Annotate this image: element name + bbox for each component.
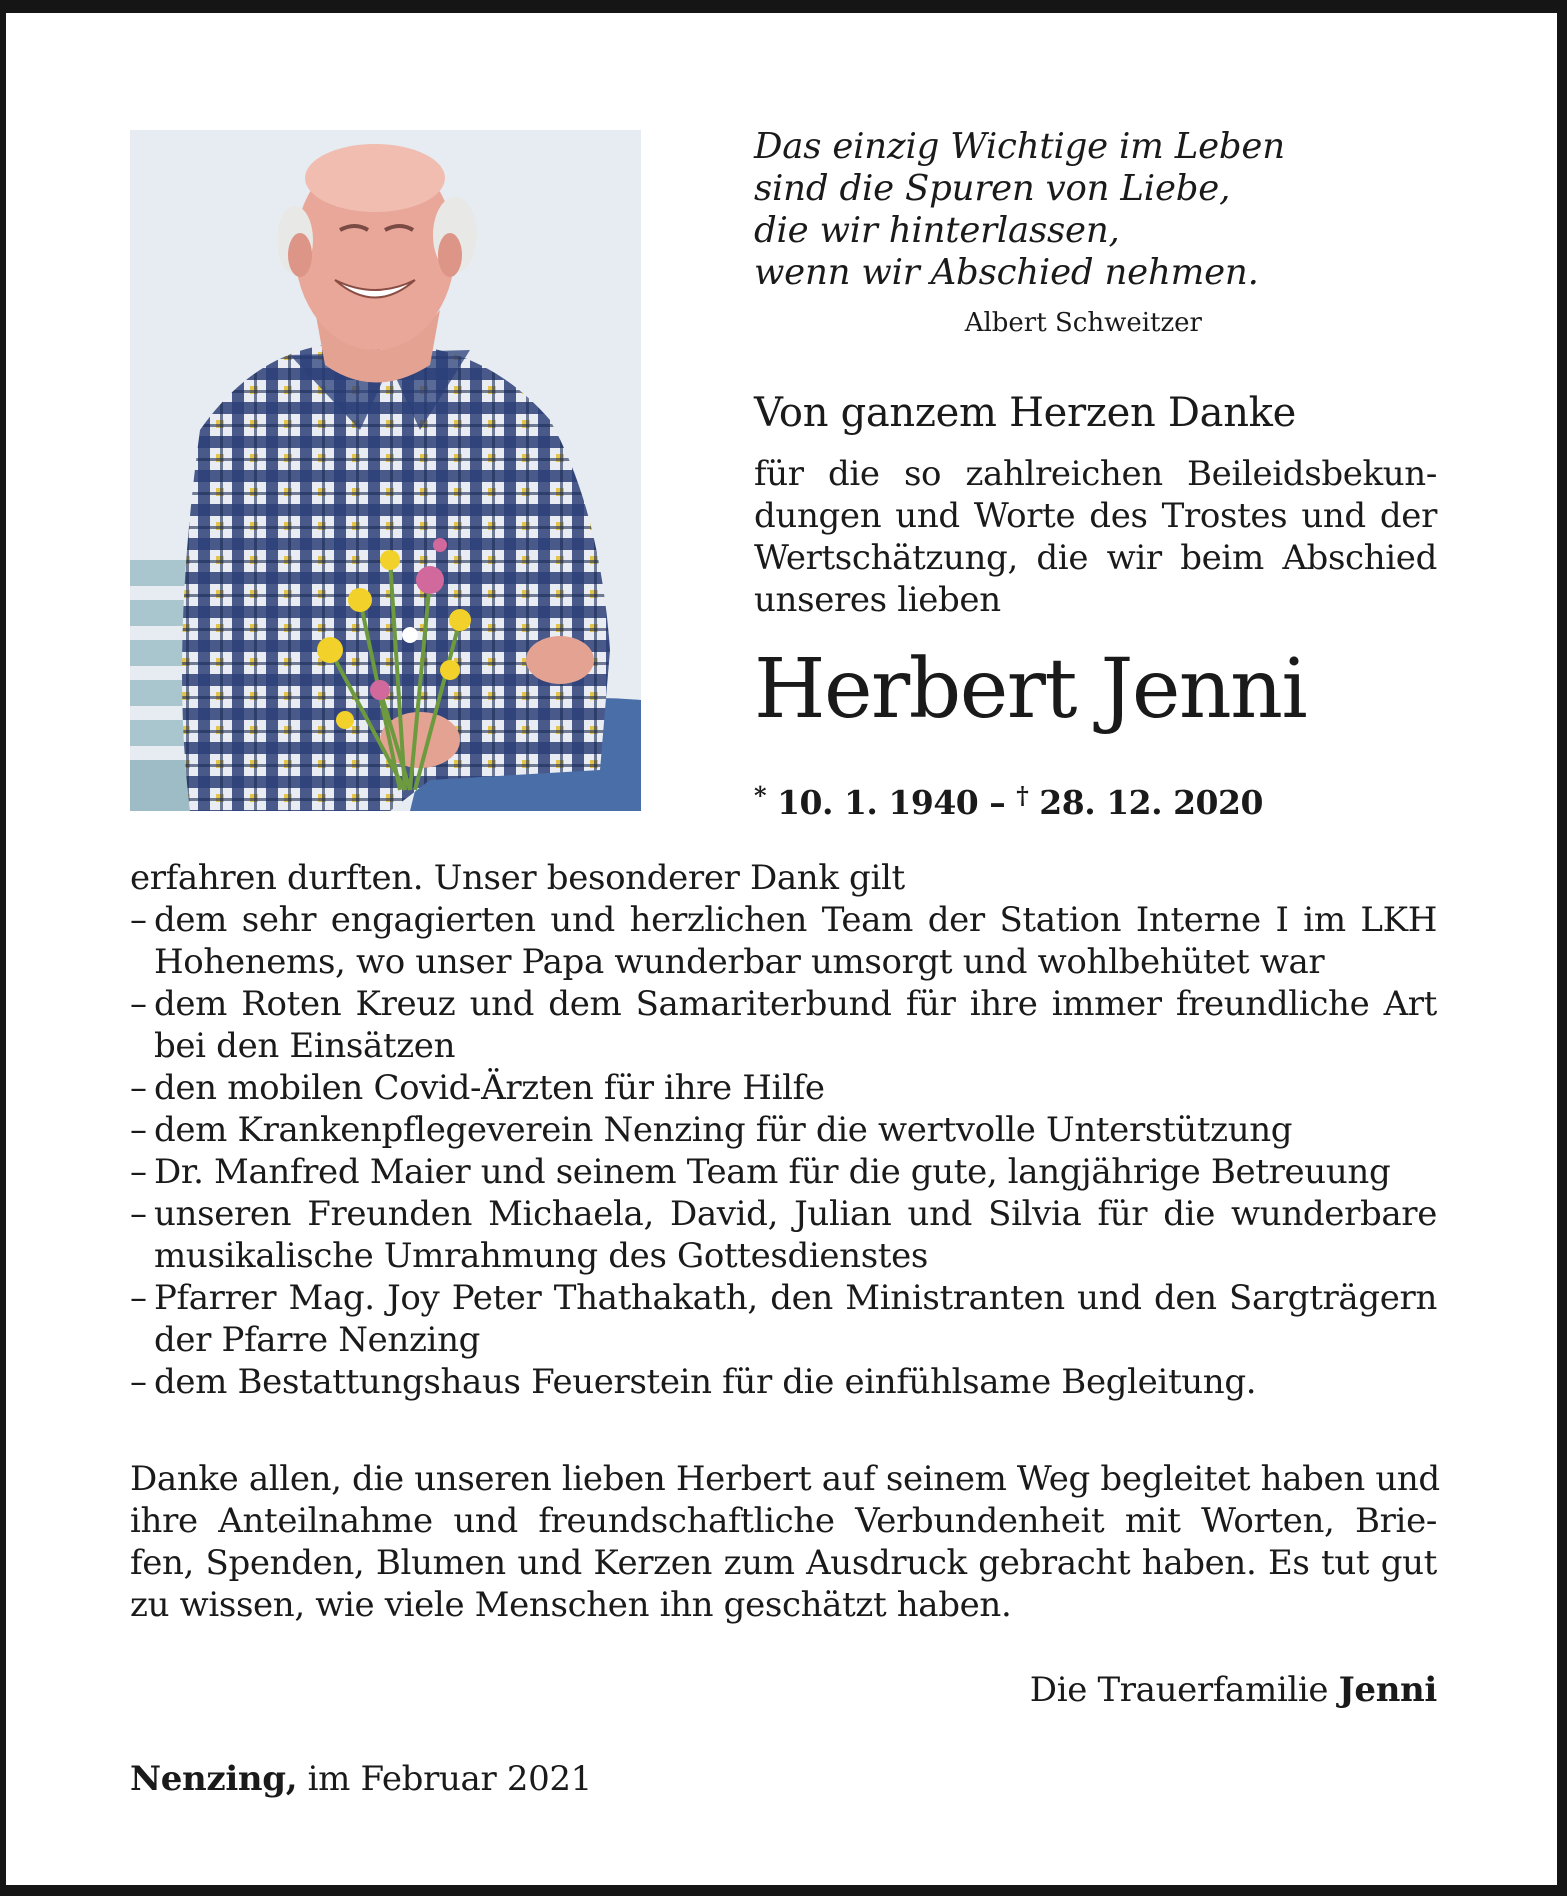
thanks-list-item (130, 1067, 1437, 1109)
list-dash: – (130, 1362, 147, 1402)
death-date: 28. 12. 2020 (1039, 783, 1263, 822)
thanks-list-item (130, 983, 1437, 1067)
thanks-list-item (130, 1151, 1437, 1193)
list-dash: – (130, 1068, 147, 1108)
date-separator: – (978, 783, 1017, 822)
thanks-list-item (130, 899, 1437, 983)
quote-line: sind die Spuren von Liebe, (754, 168, 1231, 209)
portrait-illustration (130, 130, 641, 811)
quote-line: Das einzig Wichtige im Leben (754, 126, 1285, 167)
thanks-list-line: Dr. Manfred Maier und seinem Team für die gute, langjährige Betreuung (154, 1152, 1391, 1192)
thanks-list (130, 899, 1437, 1403)
publication-date: im Februar 2021 (297, 1759, 592, 1799)
birth-symbol: * (754, 781, 767, 810)
thanks-list-line: musikalische Umrahmung des Gottesdienstes (154, 1236, 928, 1276)
place-date (130, 1758, 592, 1800)
thanks-list-line: der Pfarre Nenzing (154, 1320, 481, 1360)
thanks-intro-line: dungen und Worte des Trostes und der (754, 496, 1437, 536)
closing-line: fen, Spenden, Blumen und Kerzen zum Ausdruck gebracht haben. Es tut gut (130, 1543, 1437, 1583)
thanks-list-line: unseren Freunden Michaela, David, Julian und Silvia für die wunderbare (154, 1194, 1437, 1234)
list-dash: – (130, 1110, 147, 1150)
list-dash: – (130, 984, 147, 1024)
thanks-list-line: Hohenems, wo unser Papa wunderbar umsorgt und wohlbehütet war (154, 942, 1325, 982)
list-dash: – (130, 1152, 147, 1192)
list-dash: – (130, 900, 147, 940)
thanks-list-line: dem Roten Kreuz und dem Samariterbund für ihre immer freundliche Art (154, 984, 1437, 1024)
thanks-heading: Von ganzem Herzen Danke (754, 390, 1296, 436)
closing-line: Danke allen, die unseren lieben Herbert auf seinem Weg begleitet haben und (130, 1459, 1440, 1499)
thanks-list-item (130, 1277, 1437, 1361)
thanks-list-line: dem Krankenpflegeverein Nenzing für die wertvolle Unterstützung (154, 1110, 1293, 1150)
thanks-list-line: bei den Einsätzen (154, 1026, 456, 1066)
thanks-list-line: dem Bestattungshaus Feuerstein für die einfühlsame Begleitung. (154, 1362, 1257, 1402)
thanks-intro-line: für die so zahlreichen Beileidsbekun- (754, 454, 1437, 494)
signature (130, 1669, 1437, 1711)
closing-line: ihre Anteilnahme und freundschaftliche Verbundenheit mit Worten, Brie- (130, 1501, 1437, 1541)
death-symbol: † (1016, 781, 1029, 810)
portrait-photo (130, 130, 641, 811)
signature-prefix: Die Trauerfamilie (1029, 1670, 1339, 1710)
thanks-list-line: dem sehr engagierten und herzlichen Team der Station Interne I im LKH (154, 900, 1437, 940)
closing-line: zu wissen, wie viele Menschen ihn geschätzt haben. (130, 1585, 1012, 1625)
closing-paragraph (130, 1458, 1440, 1626)
acknowledgements (130, 857, 1437, 1403)
thanks-list-line: Pfarrer Mag. Joy Peter Thathakath, den Ministranten und den Sargträgern (154, 1278, 1437, 1318)
thanks-list-line: den mobilen Covid-Ärzten für ihre Hilfe (154, 1068, 825, 1108)
thanks-intro-line: Wertschätzung, die wir beim Abschied (754, 538, 1437, 578)
acknowledgements-intro: erfahren durften. Unser besonderer Dank gilt (130, 858, 905, 898)
thanks-intro-line: unseres lieben (754, 580, 1001, 620)
thanks-list-item (130, 1109, 1437, 1151)
thanks-list-item (130, 1193, 1437, 1277)
thanks-list-item (130, 1361, 1437, 1403)
thanks-intro (754, 453, 1437, 621)
birth-date: 10. 1. 1940 (777, 783, 979, 822)
signature-family-name: Jenni (1338, 1670, 1437, 1710)
list-dash: – (130, 1194, 147, 1234)
place-name: Nenzing, (130, 1759, 298, 1799)
list-dash: – (130, 1278, 147, 1318)
quote-line: wenn wir Abschied nehmen. (754, 252, 1259, 293)
life-dates (754, 776, 1263, 823)
deceased-name: Herbert Jenni (754, 642, 1307, 737)
quote-line: die wir hinterlassen, (754, 210, 1120, 251)
quote-author: Albert Schweitzer (964, 308, 1202, 338)
quote-block (754, 126, 1285, 294)
